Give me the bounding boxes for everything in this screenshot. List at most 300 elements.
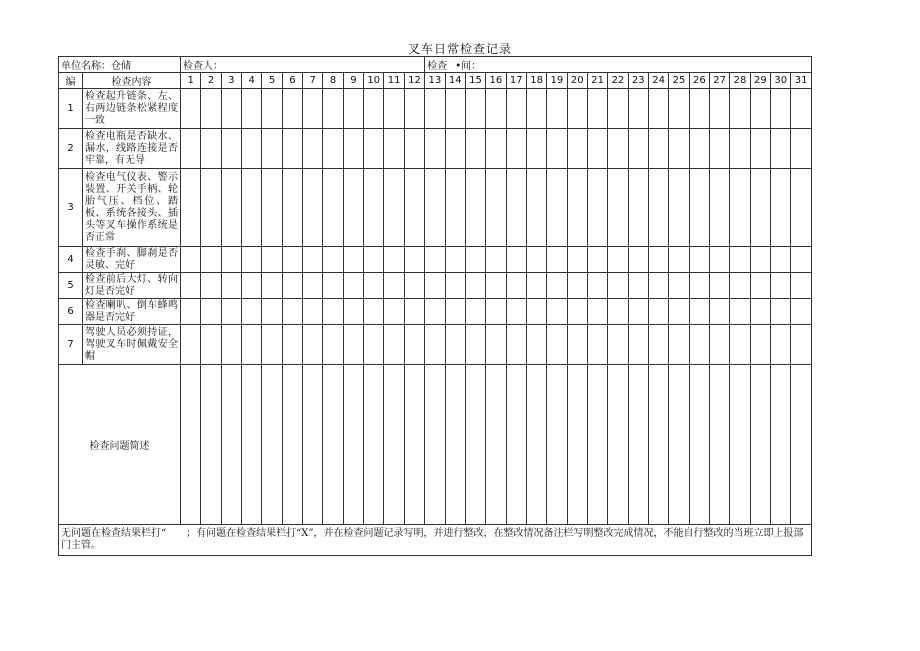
problem-cell[interactable]	[384, 365, 404, 525]
check-cell[interactable]	[628, 247, 648, 273]
problem-cell[interactable]	[506, 365, 526, 525]
check-cell[interactable]	[750, 247, 770, 273]
index-header: 编	[59, 73, 83, 89]
check-cell[interactable]	[526, 89, 546, 129]
day-header: 17	[506, 73, 526, 89]
check-cell[interactable]	[771, 169, 791, 247]
check-cell[interactable]	[771, 273, 791, 299]
check-cell[interactable]	[364, 273, 384, 299]
inspection-time-field[interactable]	[425, 57, 812, 73]
check-cell[interactable]	[221, 325, 241, 365]
check-cell[interactable]	[384, 273, 404, 299]
check-cell[interactable]	[201, 273, 221, 299]
check-cell[interactable]	[791, 299, 812, 325]
day-header: 10	[364, 73, 384, 89]
check-cell[interactable]	[181, 247, 201, 273]
check-cell[interactable]	[791, 129, 812, 169]
check-cell[interactable]	[282, 129, 302, 169]
check-cell[interactable]	[303, 129, 323, 169]
day-header: 26	[689, 73, 709, 89]
check-cell[interactable]	[404, 299, 424, 325]
check-cell[interactable]	[608, 325, 628, 365]
check-cell[interactable]	[730, 89, 750, 129]
check-cell[interactable]	[547, 169, 567, 247]
check-cell[interactable]	[425, 129, 445, 169]
problem-cell[interactable]	[628, 365, 648, 525]
check-cell[interactable]	[547, 89, 567, 129]
check-cell[interactable]	[465, 89, 485, 129]
check-cell[interactable]	[771, 129, 791, 169]
check-cell[interactable]	[343, 247, 363, 273]
check-cell[interactable]	[404, 169, 424, 247]
check-cell[interactable]	[384, 129, 404, 169]
check-cell[interactable]	[608, 273, 628, 299]
check-cell[interactable]	[791, 89, 812, 129]
item-number: 7	[59, 325, 83, 365]
check-cell[interactable]	[791, 247, 812, 273]
check-cell[interactable]	[404, 247, 424, 273]
day-header: 18	[526, 73, 546, 89]
check-cell[interactable]	[486, 89, 506, 129]
day-header: 7	[303, 73, 323, 89]
check-cell[interactable]	[547, 247, 567, 273]
day-header: 6	[282, 73, 302, 89]
item-content: 检查电瓶是否缺水、漏水，线路连接是否牢靠，有无导	[83, 129, 181, 169]
check-cell[interactable]	[547, 299, 567, 325]
check-cell[interactable]	[506, 325, 526, 365]
check-cell[interactable]	[445, 169, 465, 247]
check-cell[interactable]	[262, 325, 282, 365]
check-cell[interactable]	[262, 129, 282, 169]
check-cell[interactable]	[262, 89, 282, 129]
check-cell[interactable]	[750, 325, 770, 365]
check-cell[interactable]	[201, 129, 221, 169]
check-cell[interactable]	[242, 169, 262, 247]
check-cell[interactable]	[669, 299, 689, 325]
check-cell[interactable]	[526, 299, 546, 325]
problem-cell[interactable]	[445, 365, 465, 525]
check-cell[interactable]	[201, 325, 221, 365]
check-cell[interactable]	[384, 169, 404, 247]
check-cell[interactable]	[689, 89, 709, 129]
check-cell[interactable]	[587, 273, 607, 299]
check-cell[interactable]	[567, 299, 587, 325]
check-cell[interactable]	[587, 89, 607, 129]
problem-cell[interactable]	[425, 365, 445, 525]
check-cell[interactable]	[710, 89, 730, 129]
check-cell[interactable]	[404, 129, 424, 169]
problem-cell[interactable]	[710, 365, 730, 525]
check-cell[interactable]	[303, 169, 323, 247]
check-cell[interactable]	[343, 129, 363, 169]
problem-cell[interactable]	[526, 365, 546, 525]
check-cell[interactable]	[181, 325, 201, 365]
problem-cell[interactable]	[364, 365, 384, 525]
check-cell[interactable]	[303, 273, 323, 299]
check-cell[interactable]	[771, 299, 791, 325]
check-cell[interactable]	[750, 169, 770, 247]
check-cell[interactable]	[242, 273, 262, 299]
check-cell[interactable]	[791, 169, 812, 247]
problem-cell[interactable]	[486, 365, 506, 525]
check-cell[interactable]	[730, 299, 750, 325]
check-cell[interactable]	[181, 299, 201, 325]
problem-cell[interactable]	[791, 365, 812, 525]
check-cell[interactable]	[628, 325, 648, 365]
problem-cell[interactable]	[730, 365, 750, 525]
check-cell[interactable]	[303, 325, 323, 365]
check-cell[interactable]	[486, 273, 506, 299]
day-header: 25	[669, 73, 689, 89]
check-cell[interactable]	[303, 89, 323, 129]
check-cell[interactable]	[547, 273, 567, 299]
check-cell[interactable]	[221, 273, 241, 299]
day-header: 11	[384, 73, 404, 89]
check-cell[interactable]	[771, 247, 791, 273]
check-cell[interactable]	[628, 273, 648, 299]
check-cell[interactable]	[648, 247, 668, 273]
check-cell[interactable]	[262, 273, 282, 299]
check-cell[interactable]	[567, 89, 587, 129]
check-cell[interactable]	[486, 247, 506, 273]
check-cell[interactable]	[425, 299, 445, 325]
check-cell[interactable]	[587, 247, 607, 273]
day-header: 16	[486, 73, 506, 89]
check-cell[interactable]	[201, 169, 221, 247]
check-cell[interactable]	[567, 169, 587, 247]
check-cell[interactable]	[364, 169, 384, 247]
day-header: 13	[425, 73, 445, 89]
check-cell[interactable]	[628, 299, 648, 325]
check-cell[interactable]	[669, 325, 689, 365]
check-cell[interactable]	[465, 273, 485, 299]
check-cell[interactable]	[343, 325, 363, 365]
check-cell[interactable]	[587, 299, 607, 325]
check-cell[interactable]	[648, 89, 668, 129]
day-header: 28	[730, 73, 750, 89]
check-cell[interactable]	[465, 299, 485, 325]
problem-cell[interactable]	[465, 365, 485, 525]
check-cell[interactable]	[242, 325, 262, 365]
item-number: 2	[59, 129, 83, 169]
check-cell[interactable]	[384, 89, 404, 129]
problem-cell[interactable]	[404, 365, 424, 525]
day-header: 24	[648, 73, 668, 89]
check-cell[interactable]	[526, 169, 546, 247]
check-cell[interactable]	[343, 273, 363, 299]
check-cell[interactable]	[750, 89, 770, 129]
check-cell[interactable]	[282, 247, 302, 273]
footer-note: 无问题在检查结果栏打“ ；有问题在检查结果栏打“X”，并在检查问题记录写明，并进行整改，在整改情况备注栏写明整改完成情况，不能自行整改的当班立即上报部门主管。	[59, 525, 812, 556]
problem-cell[interactable]	[648, 365, 668, 525]
day-header: 5	[262, 73, 282, 89]
check-cell[interactable]	[425, 273, 445, 299]
day-header: 20	[567, 73, 587, 89]
item-content: 检查起升链条、左、右两边链条松紧程度一致	[83, 89, 181, 129]
item-content: 检查手刹、脚刹是否灵敏、完好	[83, 247, 181, 273]
check-cell[interactable]	[608, 247, 628, 273]
check-cell[interactable]	[506, 89, 526, 129]
check-cell[interactable]	[710, 169, 730, 247]
check-cell[interactable]	[323, 273, 343, 299]
check-cell[interactable]	[547, 325, 567, 365]
check-cell[interactable]	[730, 129, 750, 169]
check-cell[interactable]	[404, 273, 424, 299]
inspection-table	[58, 56, 812, 556]
check-cell[interactable]	[506, 169, 526, 247]
check-cell[interactable]	[465, 325, 485, 365]
check-cell[interactable]	[465, 129, 485, 169]
check-cell[interactable]	[445, 325, 465, 365]
day-header: 8	[323, 73, 343, 89]
check-cell[interactable]	[648, 169, 668, 247]
check-cell[interactable]	[608, 89, 628, 129]
item-content: 驾驶人员必须持证，驾驶叉车时佩戴安全帽	[83, 325, 181, 365]
check-cell[interactable]	[201, 299, 221, 325]
problem-cell[interactable]	[587, 365, 607, 525]
check-cell[interactable]	[486, 325, 506, 365]
check-cell[interactable]	[486, 129, 506, 169]
day-header: 21	[587, 73, 607, 89]
day-header: 22	[608, 73, 628, 89]
check-cell[interactable]	[730, 169, 750, 247]
time-suffix: •间：	[455, 61, 482, 72]
problem-cell[interactable]	[262, 365, 282, 525]
check-cell[interactable]	[710, 129, 730, 169]
check-cell[interactable]	[526, 325, 546, 365]
check-cell[interactable]	[689, 273, 709, 299]
check-cell[interactable]	[648, 299, 668, 325]
problem-cell[interactable]	[750, 365, 770, 525]
check-cell[interactable]	[628, 89, 648, 129]
check-cell[interactable]	[689, 129, 709, 169]
item-content: 检查喇叭、倒车蜂鸣器是否完好	[83, 299, 181, 325]
problem-cell[interactable]	[323, 365, 343, 525]
check-cell[interactable]	[689, 299, 709, 325]
day-header: 29	[750, 73, 770, 89]
problem-summary-label: 检查问题简述	[59, 365, 181, 525]
check-cell[interactable]	[689, 247, 709, 273]
check-cell[interactable]	[710, 247, 730, 273]
unit-name: 单位名称：仓储	[59, 57, 181, 73]
problem-cell[interactable]	[282, 365, 302, 525]
check-cell[interactable]	[791, 325, 812, 365]
check-cell[interactable]	[669, 129, 689, 169]
check-cell[interactable]	[608, 299, 628, 325]
check-cell[interactable]	[404, 325, 424, 365]
check-cell[interactable]	[221, 169, 241, 247]
check-cell[interactable]	[282, 169, 302, 247]
check-cell[interactable]	[364, 129, 384, 169]
check-cell[interactable]	[506, 299, 526, 325]
problem-cell[interactable]	[689, 365, 709, 525]
check-cell[interactable]	[648, 273, 668, 299]
check-cell[interactable]	[425, 169, 445, 247]
check-cell[interactable]	[425, 247, 445, 273]
check-cell[interactable]	[547, 129, 567, 169]
check-cell[interactable]	[710, 273, 730, 299]
check-cell[interactable]	[689, 169, 709, 247]
check-cell[interactable]	[384, 247, 404, 273]
day-header: 9	[343, 73, 363, 89]
check-cell[interactable]	[730, 325, 750, 365]
problem-cell[interactable]	[242, 365, 262, 525]
check-cell[interactable]	[242, 129, 262, 169]
problem-cell[interactable]	[343, 365, 363, 525]
check-cell[interactable]	[323, 299, 343, 325]
problem-cell[interactable]	[567, 365, 587, 525]
check-cell[interactable]	[526, 247, 546, 273]
check-cell[interactable]	[282, 325, 302, 365]
check-cell[interactable]	[628, 169, 648, 247]
check-cell[interactable]	[486, 169, 506, 247]
check-cell[interactable]	[364, 325, 384, 365]
check-cell[interactable]	[750, 273, 770, 299]
check-cell[interactable]	[669, 89, 689, 129]
check-cell[interactable]	[506, 129, 526, 169]
problem-cell[interactable]	[221, 365, 241, 525]
problem-cell[interactable]	[201, 365, 221, 525]
item-content: 检查电气仪表、警示装置、开关手柄、轮胎气压、档位、踏板、系统各接头、插头等叉车操作系统是否正常	[83, 169, 181, 247]
check-cell[interactable]	[323, 89, 343, 129]
check-cell[interactable]	[567, 273, 587, 299]
check-cell[interactable]	[262, 169, 282, 247]
check-cell[interactable]	[181, 273, 201, 299]
problem-cell[interactable]	[547, 365, 567, 525]
check-cell[interactable]	[181, 169, 201, 247]
check-cell[interactable]	[364, 247, 384, 273]
check-cell[interactable]	[384, 325, 404, 365]
check-cell[interactable]	[526, 273, 546, 299]
page-title: 叉车日常检查记录	[407, 42, 512, 56]
check-cell[interactable]	[648, 129, 668, 169]
check-cell[interactable]	[343, 169, 363, 247]
time-label: 检查	[427, 61, 448, 72]
check-cell[interactable]	[201, 247, 221, 273]
check-cell[interactable]	[181, 89, 201, 129]
check-cell[interactable]	[486, 299, 506, 325]
check-cell[interactable]	[221, 129, 241, 169]
item-number: 5	[59, 273, 83, 299]
check-cell[interactable]	[750, 129, 770, 169]
check-cell[interactable]	[262, 299, 282, 325]
inspector-field[interactable]: 检查人：	[181, 57, 425, 73]
check-cell[interactable]	[242, 247, 262, 273]
check-cell[interactable]	[425, 325, 445, 365]
check-cell[interactable]	[689, 325, 709, 365]
problem-cell[interactable]	[303, 365, 323, 525]
check-cell[interactable]	[465, 169, 485, 247]
check-cell[interactable]	[323, 325, 343, 365]
check-cell[interactable]	[526, 129, 546, 169]
item-number: 4	[59, 247, 83, 273]
problem-cell[interactable]	[771, 365, 791, 525]
check-cell[interactable]	[791, 273, 812, 299]
check-cell[interactable]	[282, 299, 302, 325]
day-header: 19	[547, 73, 567, 89]
day-header: 31	[791, 73, 812, 89]
check-cell[interactable]	[648, 325, 668, 365]
check-cell[interactable]	[364, 89, 384, 129]
check-cell[interactable]	[445, 129, 465, 169]
check-cell[interactable]	[323, 247, 343, 273]
problem-cell[interactable]	[181, 365, 201, 525]
check-cell[interactable]	[445, 247, 465, 273]
check-cell[interactable]	[343, 89, 363, 129]
check-cell[interactable]	[710, 325, 730, 365]
check-cell[interactable]	[323, 129, 343, 169]
day-header: 12	[404, 73, 424, 89]
check-cell[interactable]	[181, 129, 201, 169]
check-cell[interactable]	[445, 299, 465, 325]
check-cell[interactable]	[221, 299, 241, 325]
check-cell[interactable]	[445, 273, 465, 299]
day-header: 23	[628, 73, 648, 89]
check-cell[interactable]	[201, 89, 221, 129]
check-cell[interactable]	[221, 89, 241, 129]
item-number: 6	[59, 299, 83, 325]
check-cell[interactable]	[628, 129, 648, 169]
check-cell[interactable]	[465, 247, 485, 273]
content-header: 检查内容	[83, 73, 181, 89]
check-cell[interactable]	[608, 129, 628, 169]
check-cell[interactable]	[771, 89, 791, 129]
check-cell[interactable]	[669, 247, 689, 273]
day-header: 2	[201, 73, 221, 89]
check-cell[interactable]	[587, 325, 607, 365]
day-header: 14	[445, 73, 465, 89]
check-cell[interactable]	[262, 247, 282, 273]
check-cell[interactable]	[282, 89, 302, 129]
check-cell[interactable]	[242, 299, 262, 325]
check-cell[interactable]	[567, 129, 587, 169]
check-cell[interactable]	[242, 89, 262, 129]
check-cell[interactable]	[323, 169, 343, 247]
check-cell[interactable]	[730, 247, 750, 273]
problem-cell[interactable]	[608, 365, 628, 525]
check-cell[interactable]	[730, 273, 750, 299]
day-header: 4	[242, 73, 262, 89]
day-header: 30	[771, 73, 791, 89]
check-cell[interactable]	[587, 129, 607, 169]
check-cell[interactable]	[771, 325, 791, 365]
day-header: 27	[710, 73, 730, 89]
check-cell[interactable]	[221, 247, 241, 273]
check-cell[interactable]	[506, 247, 526, 273]
check-cell[interactable]	[750, 299, 770, 325]
problem-cell[interactable]	[669, 365, 689, 525]
check-cell[interactable]	[567, 325, 587, 365]
check-cell[interactable]	[404, 89, 424, 129]
item-content: 检查前后大灯、转向灯是否完好	[83, 273, 181, 299]
check-cell[interactable]	[445, 89, 465, 129]
check-cell[interactable]	[608, 169, 628, 247]
check-cell[interactable]	[567, 247, 587, 273]
check-cell[interactable]	[343, 299, 363, 325]
check-cell[interactable]	[364, 299, 384, 325]
check-cell[interactable]	[669, 169, 689, 247]
check-cell[interactable]	[282, 273, 302, 299]
check-cell[interactable]	[506, 273, 526, 299]
check-cell[interactable]	[384, 299, 404, 325]
check-cell[interactable]	[710, 299, 730, 325]
check-cell[interactable]	[303, 247, 323, 273]
check-cell[interactable]	[425, 89, 445, 129]
check-cell[interactable]	[587, 169, 607, 247]
check-cell[interactable]	[303, 299, 323, 325]
check-cell[interactable]	[669, 273, 689, 299]
item-number: 1	[59, 89, 83, 129]
